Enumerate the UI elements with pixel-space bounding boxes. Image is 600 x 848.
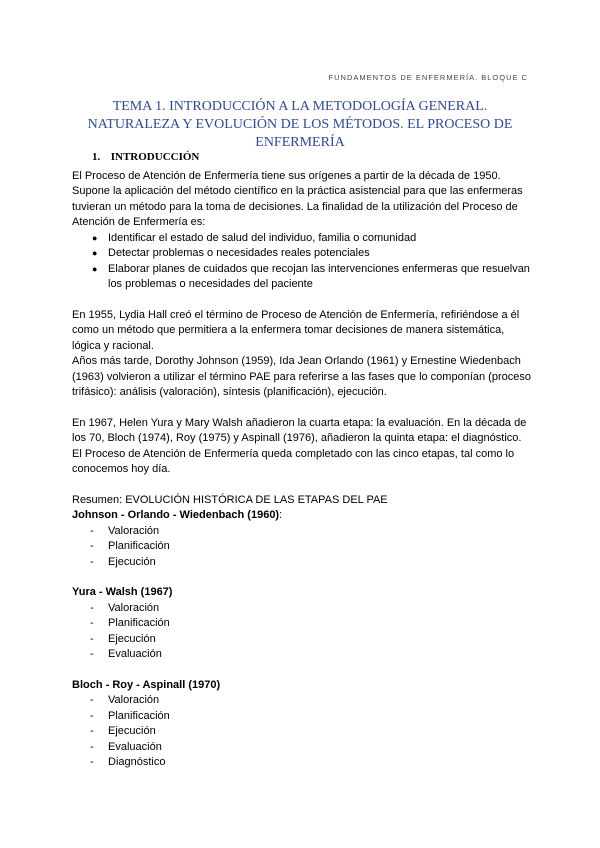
dash-list: [72, 524, 532, 571]
group-title-text: Bloch - Roy - Aspinall (1970): [72, 678, 221, 691]
list-item: - Evaluación: [72, 647, 532, 663]
list-item: - Diagnóstico: [72, 755, 532, 771]
list-item: - Ejecución: [72, 632, 532, 648]
section-number: 1.: [92, 151, 101, 163]
bullet-list: [72, 231, 532, 293]
list-item: - Planificación: [72, 616, 532, 632]
group-title: [72, 585, 532, 601]
group-title: [72, 678, 532, 694]
group-title-text: Yura - Walsh (1967): [72, 586, 173, 598]
paragraph: Años más tarde, Dorothy Johnson (1959), Ida Jean Orlando (1961) y Ernestine Wiedenbach (1963) volvieron a utilizar el término PAE para referirse a las fases que lo componían (proceso trifásico): análisis (valoración), síntesis (planificación), ejecución.: [72, 355, 531, 398]
summary-title: Resumen: EVOLUCIÓN HISTÓRICA DE LAS ETAPAS DEL PAE: [72, 493, 388, 506]
document-title: TEMA 1. INTRODUCCIÓN A LA METODOLOGÍA GENERAL. NATURALEZA Y EVOLUCIÓN DE LOS MÉTODOS. EL PROCESO DE ENFERMERÍA: [87, 99, 513, 150]
dash-list: [72, 601, 532, 663]
list-item: ● Identificar el estado de salud del individuo, familia o comunidad: [72, 231, 532, 247]
group-title-suffix: :: [279, 509, 283, 521]
list-item: ● Elaborar planes de cuidados que recojan las intervenciones enfermeras que resuelvan los problemas o necesidades del paciente: [72, 262, 532, 293]
list-item: - Planificación: [72, 709, 532, 725]
list-item: - Valoración: [72, 693, 532, 709]
section-heading: [92, 150, 532, 166]
page-header: FUNDAMENTOS DE ENFERMERÍA. BLOQUE C: [328, 73, 528, 82]
list-item: - Planificación: [72, 539, 532, 555]
dash-list: [72, 693, 532, 771]
paragraph: En 1955, Lydia Hall creó el término de Proceso de Atención de Enfermería, refiriéndose a él como un método que permitiera a la enfermera tomar decisiones de manera sistemática, lógica y racional.: [72, 308, 520, 352]
group-title: [72, 508, 532, 524]
list-item: ● Detectar problemas o necesidades reales potenciales: [72, 246, 532, 262]
group-title-text: Johnson - Orlando - Wiedenbach (1960): [72, 509, 280, 521]
list-item: - Ejecución: [72, 555, 532, 571]
section-heading-text: INTRODUCCIÓN: [110, 151, 200, 163]
list-item: - Evaluación: [72, 740, 532, 756]
list-item: - Valoración: [72, 601, 532, 617]
list-item: - Ejecución: [72, 724, 532, 740]
document-body: [72, 150, 532, 771]
paragraph: El Proceso de Atención de Enfermería tiene sus orígenes a partir de la década de 1950. Supone la aplicación del método científico en la práctica asistencial para que las enfermeras tuvieran un método para la toma de decisiones. La finalidad de la utilización del Proceso de Atención de Enfermería es:: [72, 169, 523, 228]
paragraph: En 1967, Helen Yura y Mary Walsh añadieron la cuarta etapa: la evaluación. En la década de los 70, Bloch (1974), Roy (1975) y Aspinall (1976), añadieron la quinta etapa: el diagnóstico. El Proceso de Atención de Enfermería queda completado con las cinco etapas, tal como lo conocemos hoy día.: [72, 416, 527, 475]
list-item: - Valoración: [72, 524, 532, 540]
